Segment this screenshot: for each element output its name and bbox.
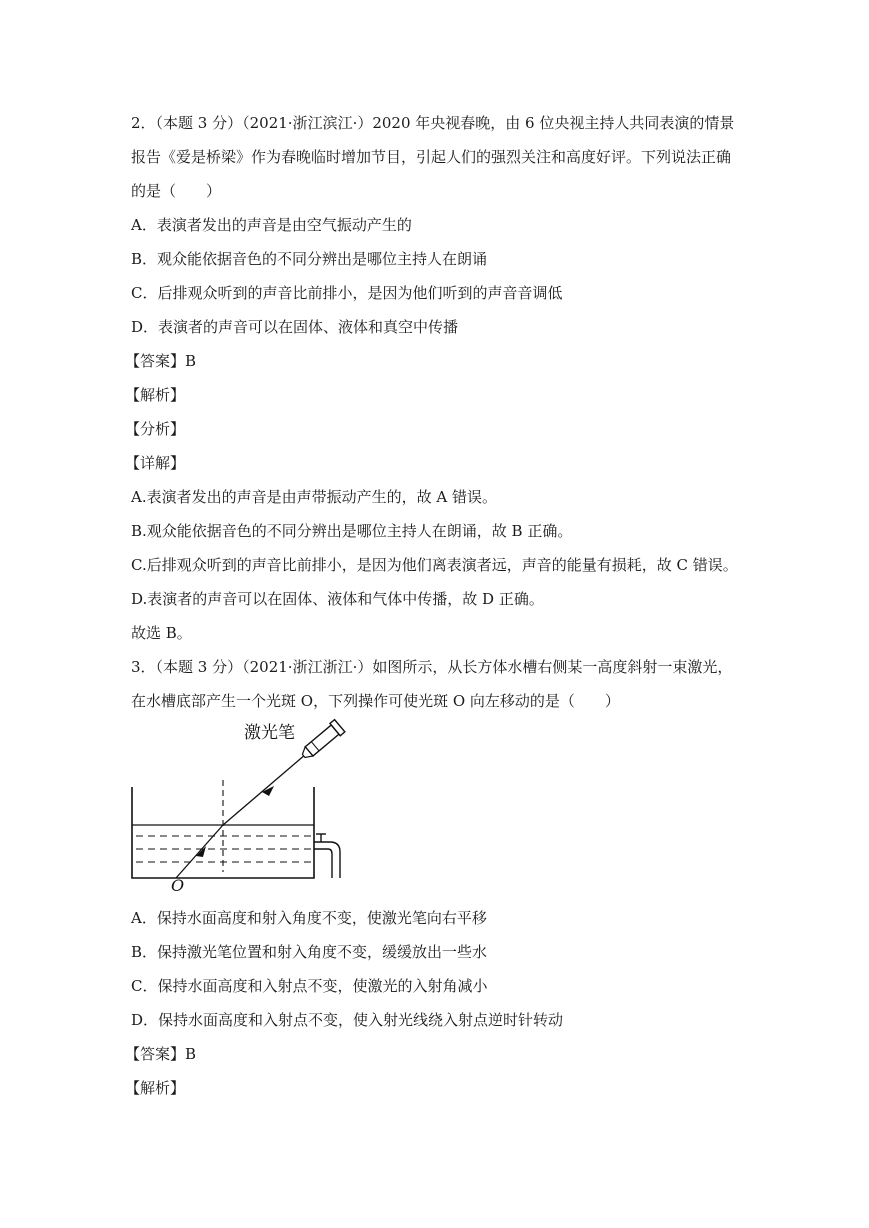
drain-pipe-outer: [314, 842, 340, 878]
q2-detail-c: C.后排观众听到的声音比前排小，是因为他们离表演者远，声音的能量有损耗，故 C 错误。: [131, 556, 738, 574]
q2-stem-line-2: 报告《爱是桥梁》作为春晚临时增加节目，引起人们的强烈关注和高度好评。下列说法正确: [131, 148, 732, 166]
laser-pen: [299, 720, 345, 762]
q3-stem-line-1: 3．（本题 3 分）（2021·浙江浙江·）如图所示，从长方体水槽右侧某一高度斜射一束激光，: [131, 658, 733, 676]
refracted-ray: [176, 825, 223, 878]
water-tank-figure: [118, 712, 358, 898]
refracted-arrow: [196, 846, 206, 857]
spot-o-label: O: [171, 876, 185, 895]
q2-analysis-heading: 【解析】: [125, 386, 186, 404]
q3-analysis-heading: 【解析】: [125, 1079, 186, 1097]
q2-fenxi-heading: 【分析】: [125, 420, 186, 438]
q2-detail-b: B.观众能依据音色的不同分辨出是哪位主持人在朗诵，故 B 正确。: [131, 522, 573, 540]
q2-stem-line-3: 的是（ ）: [131, 182, 222, 200]
q3-option-c: C．保持水面高度和入射点不变，使激光的入射角减小: [131, 977, 488, 995]
q2-detail-d: D.表演者的声音可以在固体、液体和气体中传播，故 D 正确。: [131, 590, 544, 608]
q3-answer: 【答案】B: [125, 1045, 197, 1063]
q2-detail-a: A.表演者发出的声音是由声带振动产生的，故 A 错误。: [131, 488, 497, 506]
q2-stem-line-1: 2．（本题 3 分）（2021·浙江滨江·）2020 年央视春晚，由 6 位央视主持人共同表演的情景: [131, 114, 735, 132]
water-tank-diagram: [118, 712, 358, 898]
q3-stem-line-2: 在水槽底部产生一个光斑 O，下列操作可使光斑 O 向左移动的是（ ）: [131, 692, 620, 710]
incident-ray: [223, 754, 306, 825]
q2-conclusion: 故选 B。: [131, 624, 192, 642]
q2-option-c: C．后排观众听到的声音比前排小，是因为他们听到的声音音调低: [131, 284, 563, 302]
q2-detail-heading: 【详解】: [125, 454, 186, 472]
drain-pipe-inner: [314, 849, 332, 878]
incident-arrow: [262, 786, 274, 796]
q2-option-d: D．表演者的声音可以在固体、液体和真空中传播: [131, 318, 459, 336]
q2-option-a: A．表演者发出的声音是由空气振动产生的: [131, 216, 412, 234]
laser-pen-label: 激光笔: [244, 723, 295, 743]
q3-option-a: A．保持水面高度和射入角度不变，使激光笔向右平移: [131, 909, 487, 927]
q2-answer: 【答案】B: [125, 352, 197, 370]
q3-option-b: B．保持激光笔位置和射入角度不变，缓缓放出一些水: [131, 943, 488, 961]
q2-option-b: B．观众能依据音色的不同分辨出是哪位主持人在朗诵: [131, 250, 488, 268]
q3-option-d: D．保持水面高度和入射点不变，使入射光线绕入射点逆时针转动: [131, 1011, 564, 1029]
